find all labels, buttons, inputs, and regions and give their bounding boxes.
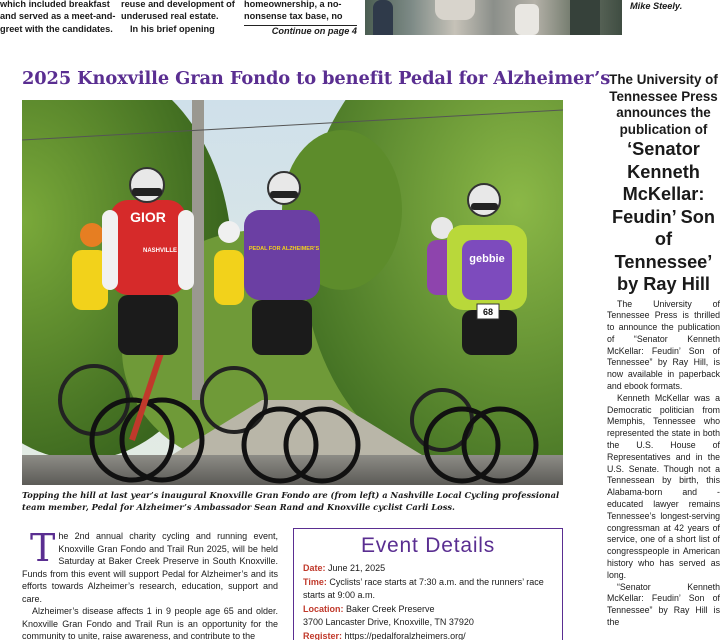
sidebar-paragraph: The University of Tennessee Press is thrilled to announce the publication of “Senator Kenneth McKellar: Feudin’ Son of Tennessee” by Ray Hill, is now available in paperback and ebook formats.: [607, 298, 720, 392]
paragraph-text: he 2nd annual charity cycling and running event, Knoxville Gran Fondo and Trail Run 2025, will be held Saturday at Baker Creek Preserve in South Knoxville. Funds from this event will support Pedal for Alzheimer’s and its efforts towards Alzheimer’s research, education, support and care.: [22, 531, 278, 604]
location-label: Location: [303, 603, 341, 614]
sidebar-paragraph: “Senator Kenneth McKellar: Feudin’ Son of Tennessee” by Ray Hill is the: [607, 581, 720, 628]
text-line: and served as a meet-and-: [0, 11, 116, 22]
photo-figure: [373, 0, 393, 35]
event-address: 3700 Lancaster Drive, Knoxville, TN 37920: [303, 617, 474, 627]
event-time: Time: Cyclists’ race starts at 7:30 a.m. and the runners’ race starts at 9:00 a.m.: [303, 576, 544, 600]
photo-credit: Mike Steely.: [630, 1, 683, 11]
previous-article-column-1: [0, 0, 116, 35]
photo-figure: [570, 0, 600, 35]
event-location: Location: Baker Creek Preserve: [303, 603, 435, 614]
event-details-title: Event Details: [360, 534, 496, 557]
photo-caption: Topping the hill at last year’s inaugural Knoxville Gran Fondo are (from left) a Nashville Local Cycling professional team member, Pedal for Alzheimer’s Ambassador Sean Rand and Knoxville cyclist Carli Loss.: [22, 490, 560, 512]
sidebar-paragraph: Kenneth McKellar was a Democratic politician from Memphis, Tennessee who represented the state in both the U.S. House of Representatives and in the U.S. Senate. Though not a Tennessean by birth, this Alabama-born and -educated lawyer remains Tennessee’s longest-serving congressman at 42 years of service, one of a short list of congresspeople in American history who has served as long.: [607, 392, 720, 580]
book-title: ‘Senator Kenneth McKellar: Feudin’ Son of Tennessee’ by Ray Hill: [611, 139, 716, 294]
drop-cap: T: [30, 526, 56, 570]
photo-figure: [435, 0, 475, 20]
article-body: [22, 526, 278, 640]
text-line: nonsense tax base, no: [244, 11, 343, 22]
sidebar-body: [607, 299, 720, 629]
left-jersey-subtext: NASHVILLE: [142, 248, 178, 254]
article-paragraph: [22, 526, 278, 605]
date-value: June 21, 2025: [328, 563, 386, 573]
book-announcement-sidebar: [607, 72, 720, 629]
previous-article-photo: [365, 0, 622, 35]
sidebar-intro: The University of Tennessee Press announces the publication of: [609, 72, 718, 137]
race-bib-number: 68: [482, 307, 494, 317]
event-date: Date: June 21, 2025: [303, 563, 386, 573]
article-paragraph: Alzheimer’s disease affects 1 in 9 people age 65 and older. Knoxville Gran Fondo and Trail Run is an opportunity for the community to unite, raise awareness, and contribute to the: [22, 606, 278, 640]
continue-link[interactable]: Continue on page 4: [244, 25, 357, 37]
event-register: Register: https://pedalforalzheimers.org/: [303, 630, 466, 640]
middle-jersey-text: PEDAL FOR ALZHEIMER’S: [248, 246, 320, 252]
text-line: homeownership, a no-: [244, 0, 342, 9]
text-line: underused real estate.: [121, 11, 219, 22]
right-jersey-text: gebbie: [469, 253, 505, 265]
text-line: reuse and development of: [121, 0, 235, 9]
register-label: Register: [303, 630, 340, 640]
event-details-box: [293, 528, 563, 640]
text-line: In his brief opening: [130, 23, 215, 34]
article-headline: 2025 Knoxville Gran Fondo to benefit Pedal for Alzheimer’s: [22, 68, 611, 89]
date-label: Date: [303, 563, 323, 573]
previous-article-strip: [0, 0, 720, 40]
left-jersey-text: GIOR: [130, 209, 166, 225]
photo-figure: [515, 4, 539, 35]
register-link[interactable]: https://pedalforalzheimers.org/: [344, 630, 466, 640]
text-line: greet with the candidates.: [0, 23, 113, 34]
cyclists-illustration: [22, 100, 563, 485]
text-line: which included breakfast: [0, 0, 110, 9]
time-label: Time: [303, 576, 324, 587]
previous-article-column-2: [121, 0, 239, 35]
previous-article-column-3: [244, 0, 357, 37]
location-value: Baker Creek Preserve: [346, 603, 435, 614]
time-value: Cyclists’ race starts at 7:30 a.m. and the runners’ race starts at 9:00 a.m.: [303, 576, 544, 600]
cyclists-photo: [22, 100, 563, 485]
